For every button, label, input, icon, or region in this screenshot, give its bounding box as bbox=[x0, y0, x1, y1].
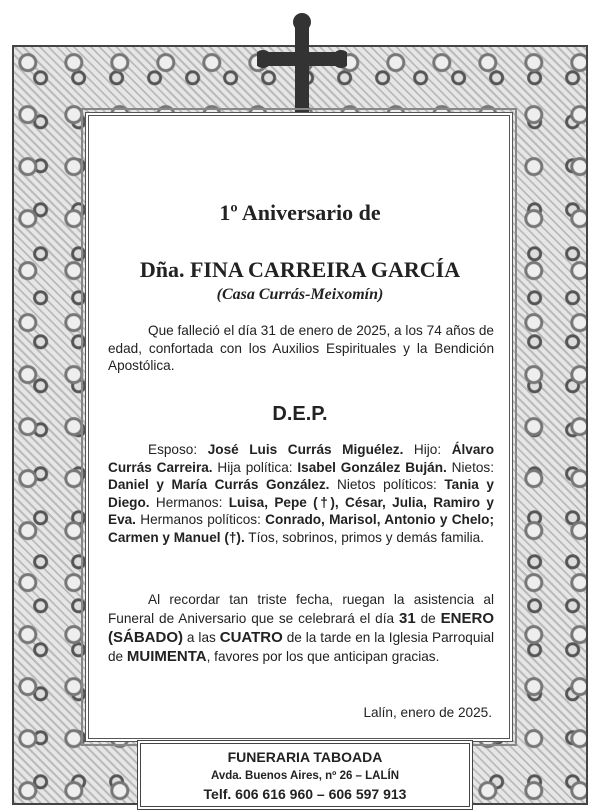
funeral-segment: MUIMENTA bbox=[126, 648, 207, 665]
family-segment: Hijo: bbox=[403, 442, 452, 457]
family-segment: Luisa, Pepe (†), César, Julia, Ramiro y Eva. bbox=[108, 494, 494, 527]
funeral-segment: ENERO (SÁBADO) bbox=[108, 610, 494, 646]
family-segment: Isabel González Buján. bbox=[297, 459, 447, 475]
family-segment: Conrado, Marisol, Antonio y Chelo; Carmen y Manuel (†). bbox=[108, 512, 495, 545]
family-segment: Nietos políticos: bbox=[329, 477, 445, 492]
deceased-name: Dña. FINA CARREIRA GARCÍA bbox=[139, 257, 461, 282]
family-segment: Nietos: bbox=[446, 459, 494, 475]
funeral-segment: 31 bbox=[399, 610, 416, 627]
family-segment: Tíos, sobrinos, primos y demás familia. bbox=[244, 529, 484, 545]
family-segment: José Luis Currás Miguélez. bbox=[207, 442, 404, 457]
funeral-segment: de la tarde en la Iglesia Parroquial de bbox=[108, 630, 494, 664]
family-segment: Tania y Diego. bbox=[108, 477, 494, 510]
family-segment: Hermanos políticos: bbox=[135, 512, 266, 527]
house-name: (Casa Currás-Meixomín) bbox=[216, 286, 384, 303]
place-date: Lalín, enero de 2025. bbox=[363, 705, 492, 720]
funeral-segment: Al recordar tan triste fecha, ruegan la asistencia al Funeral de Aniversario que se celebrará el día bbox=[108, 592, 494, 626]
family-segment: Hermanos: bbox=[149, 494, 229, 510]
family-segment: Daniel y María Currás González. bbox=[108, 477, 330, 492]
funeral-paragraph bbox=[108, 590, 494, 666]
funeral-segment: a las bbox=[183, 630, 220, 645]
death-paragraph: Que falleció el día 31 de enero de 2025, a los 74 años de edad, confortada con los Auxilios Espirituales y la Bendición Apostólica. bbox=[108, 323, 494, 373]
funeral-segment: de bbox=[415, 611, 441, 626]
funeral-segment: , favores por los que anticipan gracias. bbox=[206, 649, 440, 664]
funeral-home-name: FUNERARIA TABOADA bbox=[227, 749, 383, 765]
anniversary-title: 1º Aniversario de bbox=[219, 200, 381, 225]
dep-heading: D.E.P. bbox=[272, 403, 328, 425]
family-segment: Álvaro Currás Carreira. bbox=[108, 442, 495, 475]
funeral-segment: CUATRO bbox=[219, 629, 283, 646]
funeral-home-address: Avda. Buenos Aires, nº 26 – LALÍN bbox=[210, 770, 400, 782]
family-segment: Hija política: bbox=[212, 459, 298, 475]
family-paragraph bbox=[108, 441, 494, 546]
family-segment: Esposo: bbox=[148, 442, 208, 457]
funeral-home-phone: Telf. 606 616 960 – 606 597 913 bbox=[203, 786, 407, 802]
